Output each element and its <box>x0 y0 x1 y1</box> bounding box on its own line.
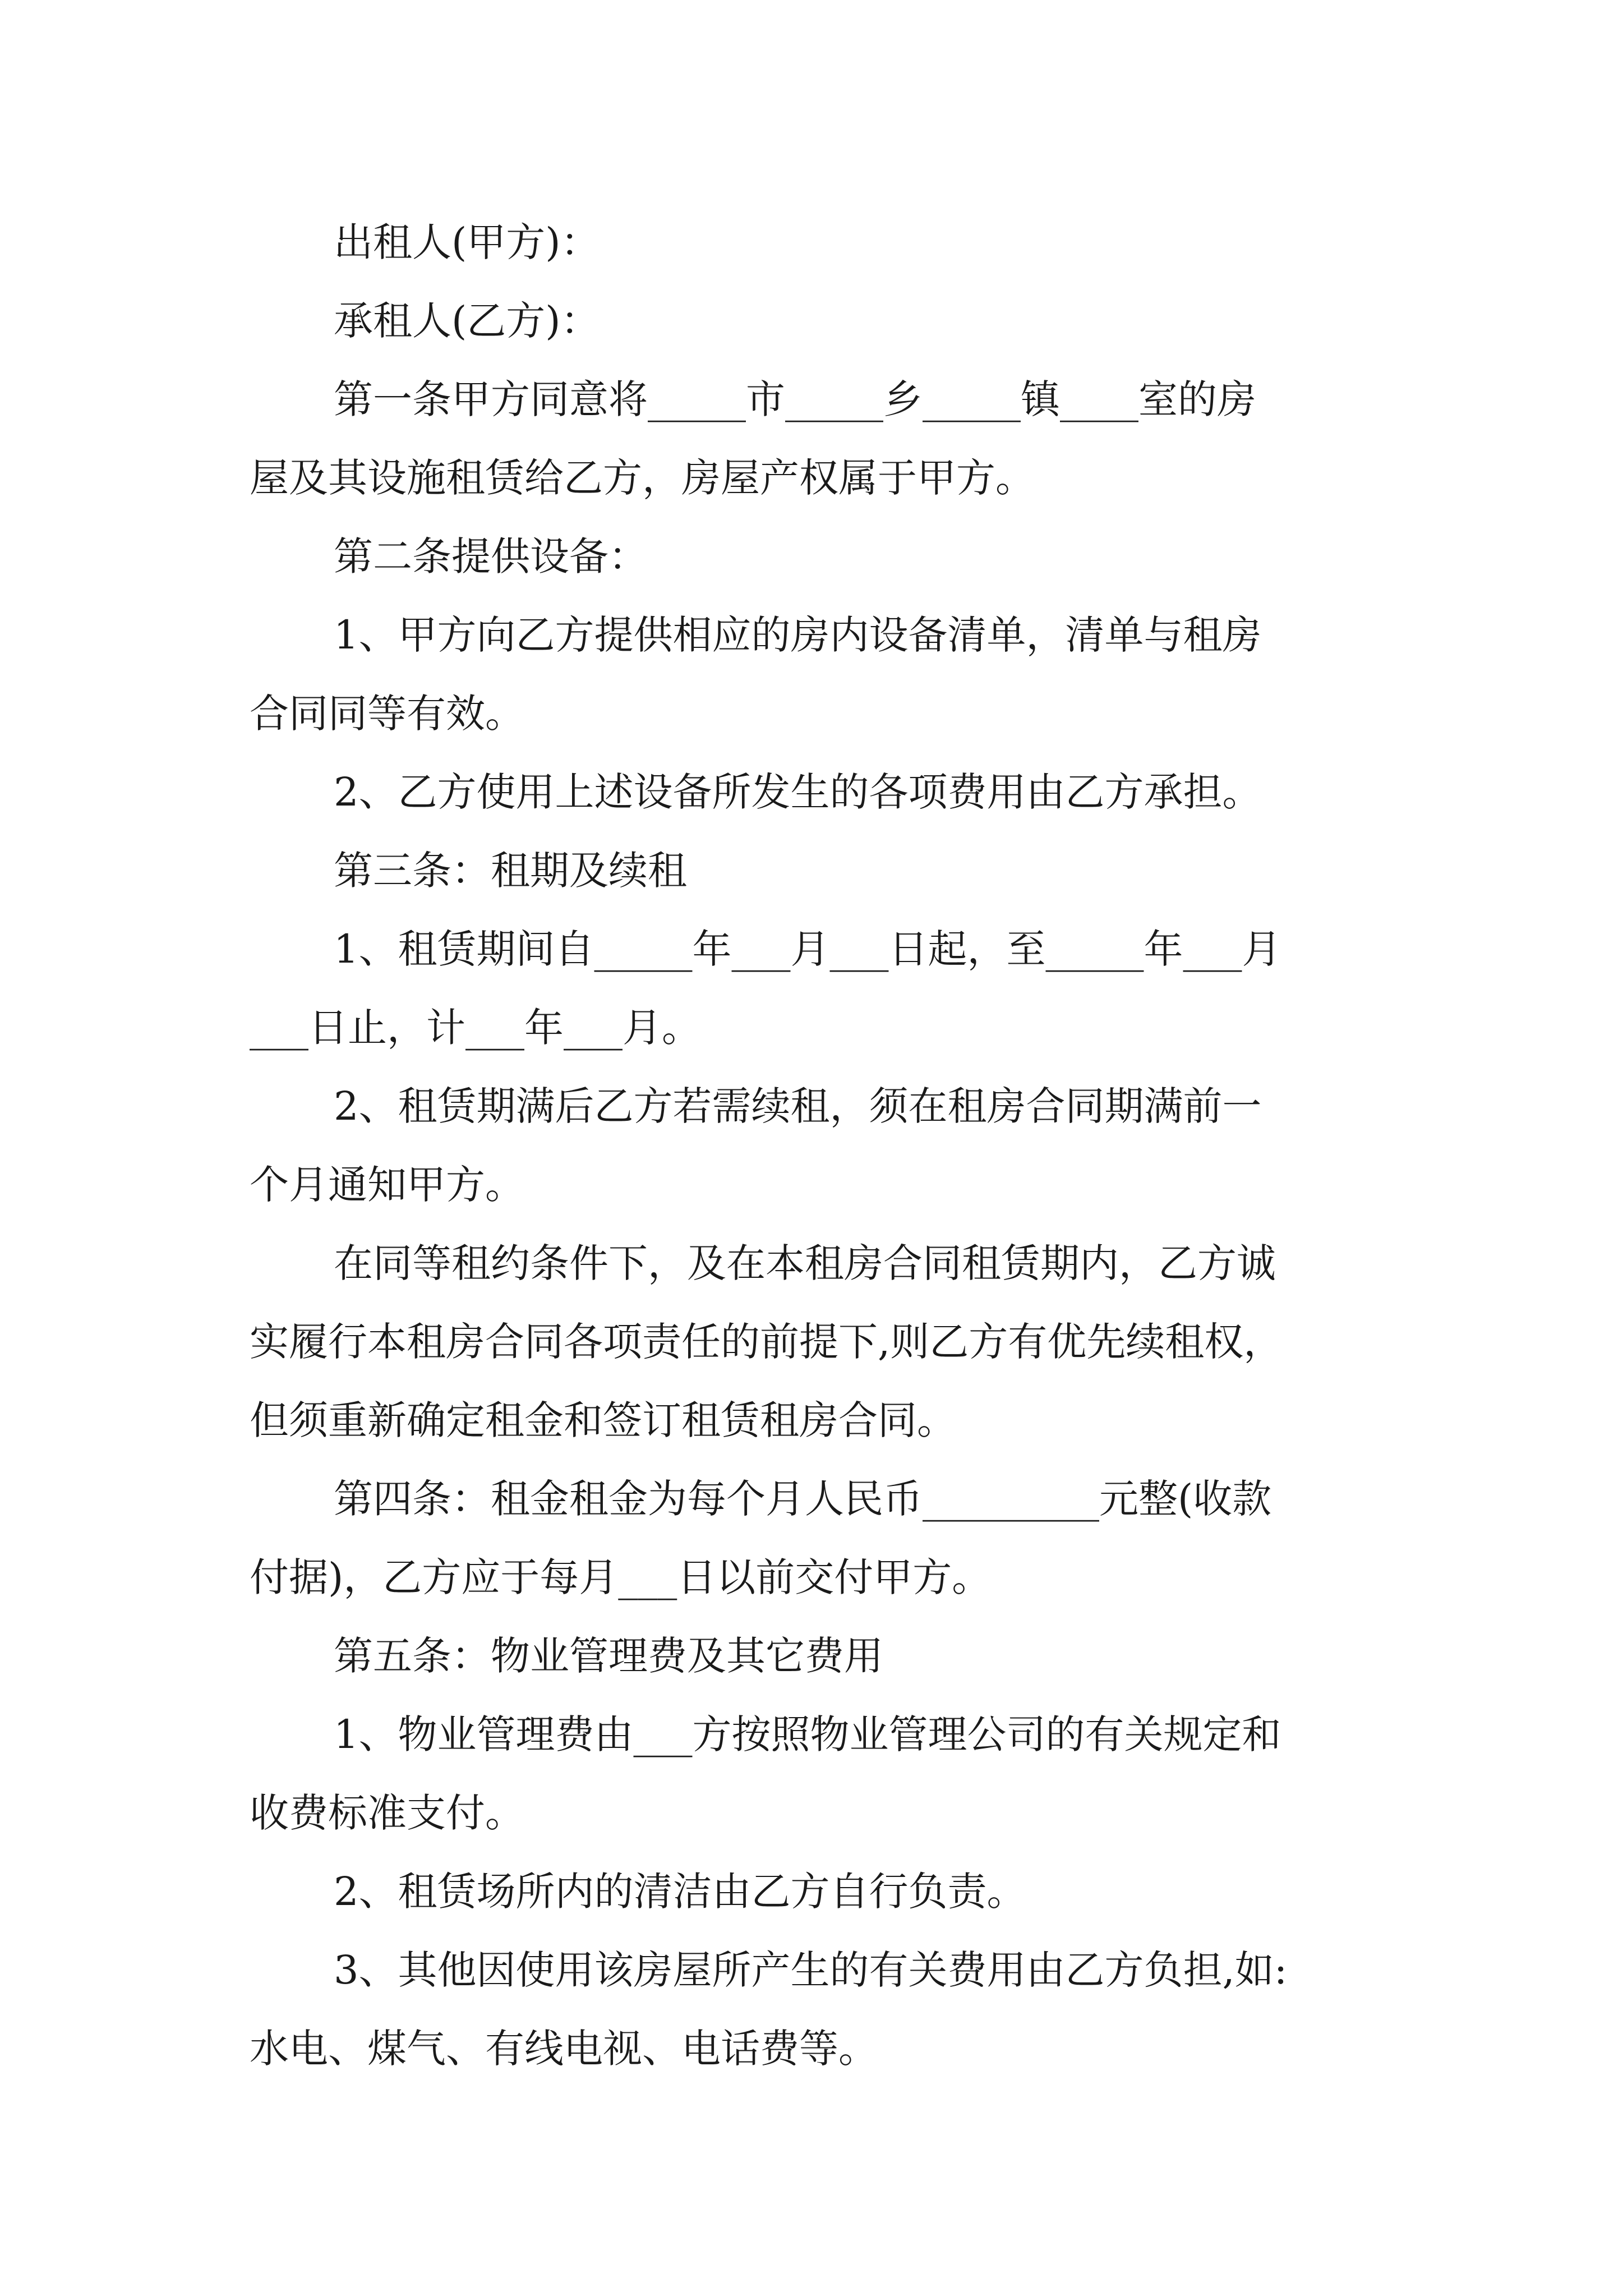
article-5-item-1-line-2: 收费标准支付。 <box>250 1790 524 1836</box>
lessor-line: 出租人(甲方)： <box>334 219 600 265</box>
article-3-item-2-line-1: 2、租赁期满后乙方若需续租，须在租房合同期满前一 <box>334 1083 1262 1129</box>
article-4-line-1: 第四条：租金租金为每个月人民币_________元整(收款 <box>334 1476 1272 1522</box>
article-2-item-1-line-2: 合同同等有效。 <box>250 691 524 737</box>
renewal-paragraph-line-3: 但须重新确定租金和签订租赁租房合同。 <box>250 1397 956 1443</box>
article-1-line-2: 屋及其设施租赁给乙方，房屋产权属于甲方。 <box>250 455 1035 501</box>
article-2-heading: 第二条提供设备： <box>334 533 648 579</box>
article-5-item-3-line-2: 水电、煤气、有线电视、电话费等。 <box>250 2026 878 2072</box>
article-2-item-2: 2、乙方使用上述设备所发生的各项费用由乙方承担。 <box>334 769 1262 815</box>
article-2-item-1-line-1: 1、甲方向乙方提供相应的房内设备清单，清单与租房 <box>334 612 1262 658</box>
article-3-item-2-line-2: 个月通知甲方。 <box>250 1162 524 1208</box>
article-5-item-2: 2、租赁场所内的清洁由乙方自行负责。 <box>334 1869 1026 1915</box>
lessee-line: 承租人(乙方)： <box>334 298 600 344</box>
article-4-line-2: 付据)，乙方应于每月___日以前交付甲方。 <box>250 1554 992 1600</box>
article-3-item-1-line-1: 1、租赁期间自_____年___月___日起，至_____年___月 <box>334 926 1281 972</box>
renewal-paragraph-line-1: 在同等租约条件下，及在本租房合同租赁期内，乙方诚 <box>334 1240 1276 1286</box>
article-3-item-1-line-2: ___日止，计___年___月。 <box>250 1005 701 1051</box>
article-1-line-1: 第一条甲方同意将_____市_____乡_____镇____室的房 <box>334 376 1256 422</box>
article-5-item-3-line-1: 3、其他因使用该房屋所产生的有关费用由乙方负担,如: <box>334 1947 1288 1993</box>
article-5-item-1-line-1: 1、物业管理费由___方按照物业管理公司的有关规定和 <box>334 1711 1281 1757</box>
article-3-heading: 第三条：租期及续租 <box>334 848 687 894</box>
renewal-paragraph-line-2: 实履行本租房合同各项责任的前提下,则乙方有优先续租权， <box>250 1319 1283 1365</box>
article-5-heading: 第五条：物业管理费及其它费用 <box>334 1633 883 1679</box>
